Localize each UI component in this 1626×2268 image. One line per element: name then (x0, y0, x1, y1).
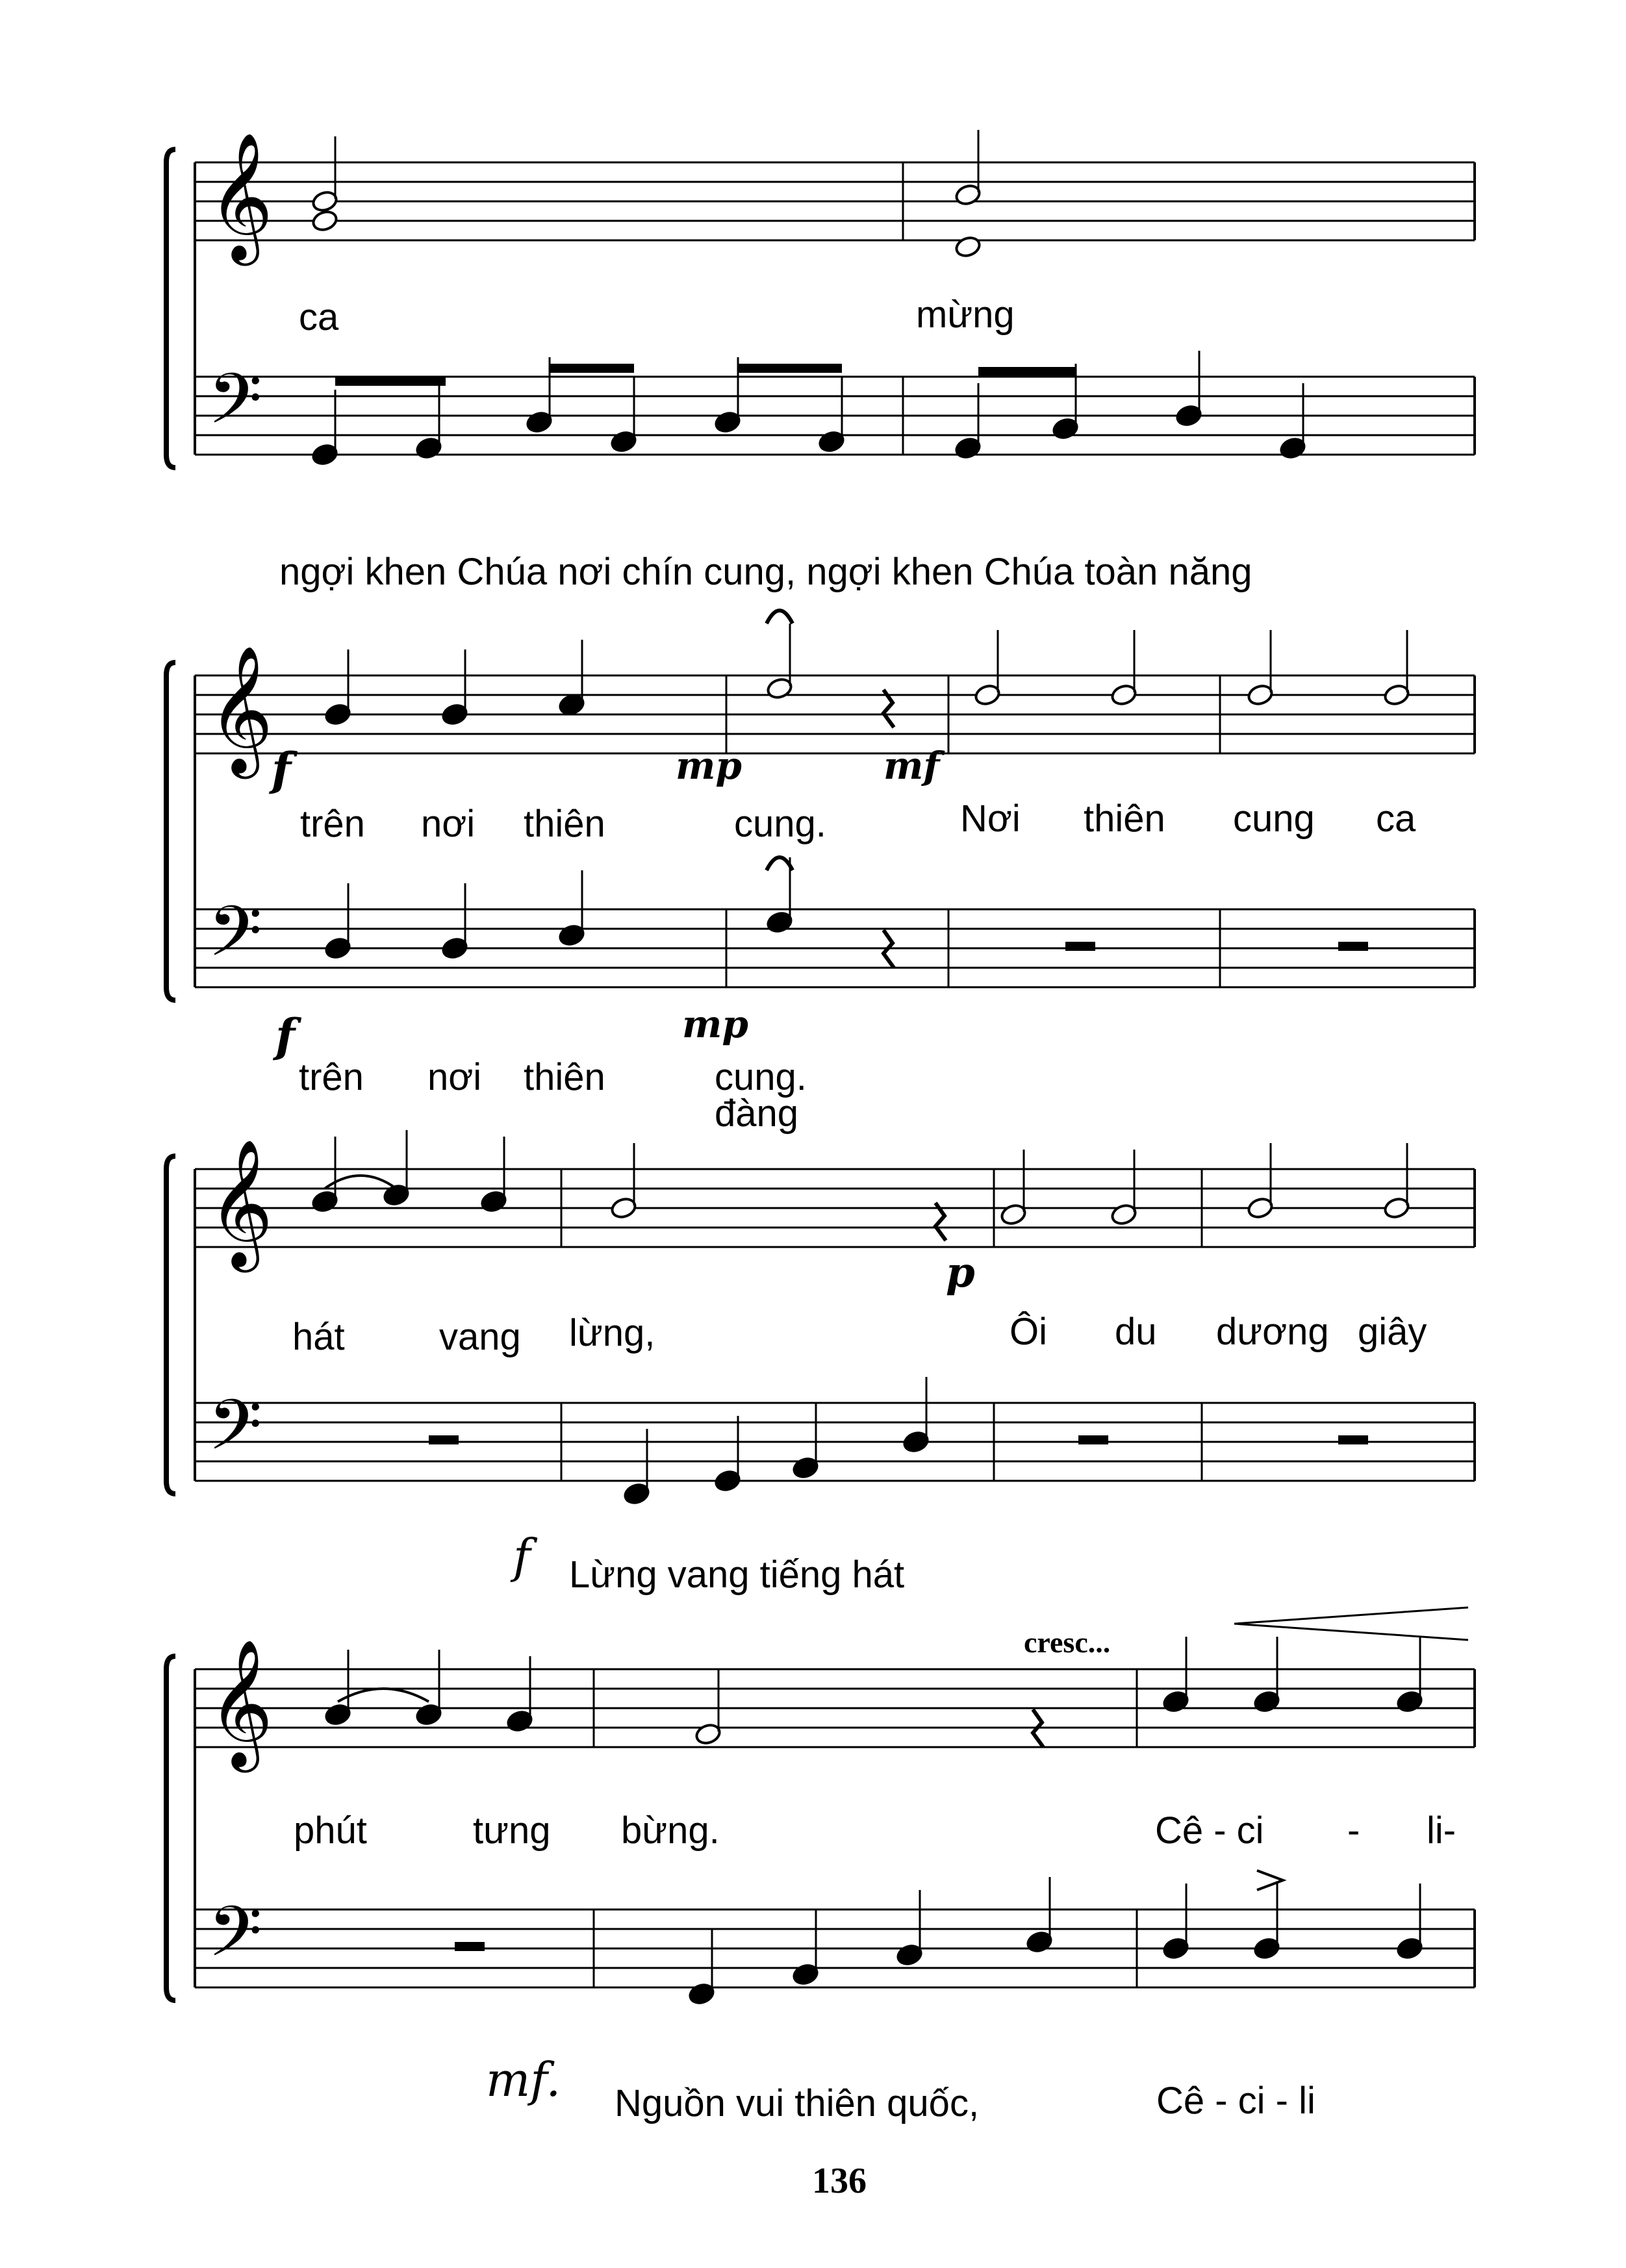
lyric-cung-2: cung (1233, 798, 1315, 840)
lyric-vang: vang (439, 1316, 521, 1358)
bass-clef: 𝄢 (208, 890, 262, 989)
lyric-lung: lừng, (569, 1312, 655, 1354)
fermata (767, 857, 793, 870)
treble-clef: 𝄞 (208, 1639, 273, 1767)
bass-lyric-noi: nơi (427, 1056, 482, 1098)
lyric-ceci: Cê - ci (1155, 1809, 1264, 1852)
whole-rest (1078, 1435, 1108, 1444)
treble-clef: 𝄞 (208, 645, 273, 774)
beam (978, 367, 1076, 376)
lyric-thien-2: thiên (1084, 798, 1165, 840)
lyric-hat: hát (292, 1316, 345, 1358)
lyric-ca-2: ca (1376, 798, 1416, 840)
bass-dynamic-mp: mp (682, 1002, 748, 1046)
lyric-duong: dương (1216, 1311, 1329, 1353)
page-number: 136 (812, 2161, 867, 2201)
bass-lyric-ceci-end: Cê - ci - li (1156, 2080, 1315, 2122)
lyric-li: li- (1427, 1809, 1456, 1852)
bass-lyric-tren: trên (299, 1056, 364, 1098)
bass-dynamic-f-handwritten: f (513, 1529, 531, 1583)
beam (550, 364, 634, 373)
system-bracket (166, 149, 175, 468)
lyric-tung: tưng (473, 1809, 551, 1852)
lyric-bung: bừng. (621, 1809, 720, 1852)
whole-rest (1338, 942, 1368, 951)
fermata (767, 611, 793, 624)
lyric-oi: Ôi (1010, 1311, 1047, 1353)
bass-dynamic-mf-handwritten: mf. (486, 2052, 561, 2107)
bass-lyric-dang: đàng (715, 1092, 799, 1135)
bass-lyric-line-1: ngợi khen Chúa nơi chín cung, ngợi khen Chúa toàn năng (279, 551, 1252, 593)
expression-cresc: cresc... (1024, 1626, 1111, 1659)
lyric-thien: thiên (524, 803, 605, 845)
bass-lyric-line-4: Nguồn vui thiên quốc, (615, 2082, 980, 2124)
lyric-ca: ca (299, 296, 339, 338)
lyric-phut: phút (294, 1809, 367, 1852)
lyric-mung: mừng (916, 294, 1015, 336)
whole-rest (429, 1435, 459, 1444)
whole-rest (1338, 1435, 1368, 1444)
lyric-giay: giây (1358, 1311, 1427, 1353)
notation-marks (208, 130, 1468, 2006)
bass-dynamic-f: f (275, 1009, 296, 1063)
bass-clef: 𝄢 (208, 1891, 262, 1989)
accent-mark (1257, 1871, 1283, 1890)
bass-clef: 𝄢 (208, 358, 262, 457)
bass-lyric-line-3: Lừng vang tiếng hát (569, 1554, 905, 1596)
lyric-cung: cung. (734, 803, 826, 845)
whole-rest (1065, 942, 1095, 951)
beam (335, 377, 446, 386)
lyric-noi: nơi (421, 803, 476, 845)
slur (338, 1689, 429, 1702)
lyric-du: du (1115, 1311, 1157, 1353)
crescendo-hairpin (1234, 1607, 1468, 1640)
system-bracket (166, 1656, 175, 2000)
treble-clef: 𝄞 (208, 1139, 273, 1267)
dynamic-p: p (946, 1248, 975, 1297)
beam (738, 364, 842, 373)
note (311, 209, 339, 233)
dynamic-f: f (272, 742, 292, 796)
treble-clef: 𝄞 (208, 132, 273, 260)
bass-lyric-thien: thiên (524, 1056, 605, 1098)
whole-rest (455, 1942, 485, 1951)
lyric-noi-2: Nơi (960, 798, 1021, 840)
lyric-tren: trên (300, 803, 365, 845)
lyric-dash: - (1347, 1809, 1360, 1852)
note (954, 235, 982, 259)
bass-lyric-cung: cung. (715, 1056, 807, 1098)
system-bracket (166, 662, 175, 1000)
dynamic-mp: mp (676, 744, 742, 788)
dynamic-mf: mf (883, 744, 940, 788)
system-bracket (166, 1156, 175, 1494)
bass-clef: 𝄢 (208, 1384, 262, 1483)
